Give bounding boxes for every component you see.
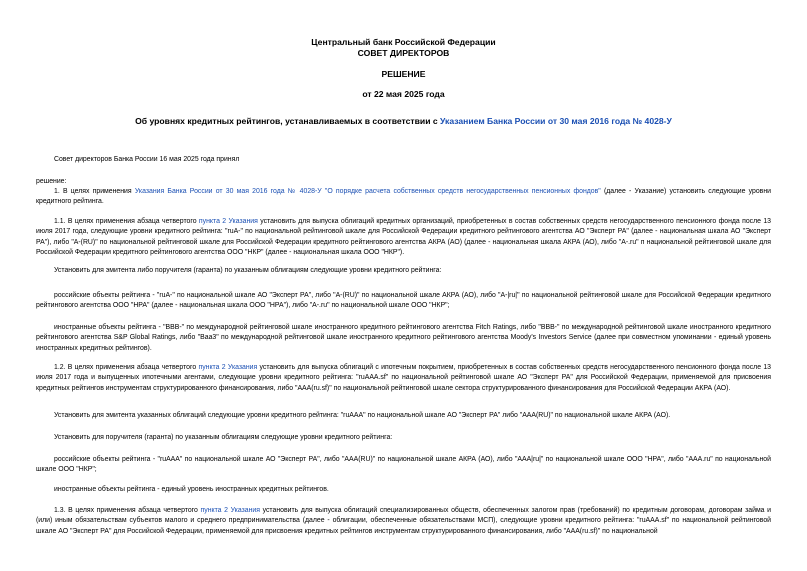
title-text: Об уровнях кредитных рейтингов, устанавливаемых в соответствии с [135, 116, 441, 126]
paragraph-foreign-1: иностранные объекты рейтинга - "BBB-" по международной рейтинговой шкале иностранного кредитного рейтингового агентства Fitch Ratings, либо "BBB-" по международной рейтинговой шкале иностранного кредитного рейтингового агентства S&P Global Ratings, либо "Baa3" по международной рейтинговой шкале иностранного кредитного рейтингового агентства Moody's Investors Service (далее при совместном упоминании - единый уровень иностранных кредитных рейтингов). [36, 324, 771, 352]
document-date: от 22 мая 2025 года [362, 89, 445, 99]
paragraph-russian-1: российские объекты рейтинга - "ruA-" по национальной шкале АО "Эксперт РА", либо "A-(RU)" по национальной шкале АКРА (АО), либо "A-|ru|" по национальной рейтинговой шкале для Российской Федерации кредитного рейтингового агентства ООО "НРА" (далее - национальная шкала ООО "НРА"), либо "A-.ru" по национальной шкале ООО "НКР"; [36, 292, 771, 310]
p11-text-post: установить для выпуска облигаций кредитных организаций, приобретенных в состав собственных средств негосударственного пенсионного фонда после 13 июля 2017 года, следующие уровни кредитного рейтинга: "ruA-" по национальной рейтинговой шкале для Российской Федерации кредитного рейтингового агентства АО "Эксперт РА" (далее - национальная шкала АО "Эксперт РА"), либо "A-(RU)" по национальной рейтинговой шкале для Российской Федерации кредитного рейтингового агентства АКРА (АО) (далее - национальная шкала АКРА (АО), либо "A-.ru" п национальной рейтинговой шкале для Российской Федерации кредитного рейтингового агентства ООО "НКР" (далее - национальная шкала ООО "НКР"). [36, 218, 771, 257]
paragraph-foreign-2: иностранные объекты рейтинга - единый уровень иностранных кредитных рейтингов. [54, 486, 329, 493]
title-ukazanie-link[interactable]: Указанием Банка России от 30 мая 2016 года № 4028-У [440, 116, 672, 126]
document-type: РЕШЕНИЕ [381, 69, 426, 79]
paragraph-issuer-1: Установить для эмитента либо поручителя (гаранта) по указанным облигациям следующие уровни кредитного рейтинга: [54, 267, 442, 274]
paragraph-1 [36, 187, 771, 208]
p11-punkt-link[interactable]: пункта 2 Указания [198, 218, 258, 225]
p12-text-pre: 1.2. В целях применения абзаца четвертого [54, 364, 199, 371]
paragraph-guarantor: Установить для поручителя (гаранта) по указанным облигациям следующие уровни кредитного рейтинга: [54, 434, 393, 441]
paragraph-russian-2: российские объекты рейтинга - "ruAAA" по национальной шкале АО "Эксперт РА", либо "AAA(RU)" по национальной шкале АКРА (АО), либо "AAA|ru|" по национальной шкале ООО "НРА", либо "AAA.ru" по национальной шкале ООО "НКР"; [36, 456, 771, 474]
p1-ukazanie-link[interactable]: Указания Банка России от 30 мая 2016 года № 4028-У "О порядке расчета собственных средств негосударственных пенсионных фондов" [134, 188, 601, 195]
p1-text-post: (далее - Указание) установить следующие уровни кредитного рейтинга. [36, 188, 771, 206]
paragraph-1-1 [36, 217, 771, 259]
p1-text-pre: 1. В целях применения [54, 188, 135, 195]
p13-punkt-link[interactable]: пункта 2 Указания [200, 507, 260, 514]
p13-text-pre: 1.3. В целях применения абзаца четвертого [54, 507, 201, 514]
paragraph-1-3 [36, 506, 771, 537]
paragraph-1-2 [36, 363, 771, 394]
intro-adopted: Совет директоров Банка России 16 мая 2025 года принял [54, 156, 240, 163]
issuer-name: Центральный банк Российской Федерации [311, 37, 496, 47]
intro-resolution: решение: [36, 178, 67, 185]
p11-text-pre: 1.1. В целях применения абзаца четвертого [54, 218, 199, 225]
p13-text-post: установить для выпуска облигаций специализированных обществ, обеспеченных залогом прав (требований) по кредитным договорам, договорам займа и (или) иным обязательствам субъектов малого и среднего предпринимательства (далее - облигации, обеспеченные обязательствами МСП), следующие уровни кредитного рейтинга: "ruAAA.sf" по национальной рейтинговой шкале АО "Эксперт РА" для Российской Федерации, применяемой для присвоения кредитных рейтингов инструментам структурированного финансирования, либо "AAA(ru.sf)" по национальной [36, 507, 771, 535]
issuer-body: СОВЕТ ДИРЕКТОРОВ [357, 48, 450, 58]
p12-punkt-link[interactable]: пункта 2 Указания [198, 364, 258, 371]
paragraph-issuer-2: Установить для эмитента указанных облигаций следующие уровни кредитного рейтинга: "ruAAA" по национальной шкале АО "Эксперт РА" либо "AAA(RU)" по национальной шкале АКРА (АО). [54, 412, 671, 419]
document-title [0, 116, 807, 127]
p12-text-post: установить для выпуска облигаций с ипотечным покрытием, приобретенных в состав собственных средств негосударственного пенсионного фонда после 13 июля 2017 года и выпущенных ипотечными агентами, следующие уровни кредитного рейтинга: "ruAAA.sf" по национальной рейтинговой шкале АО "Эксперт РА" для Российской Федерации, применяемой для присвоения кредитных рейтингов инструментам структурированного финансирования, либо "AAA(ru.sf)" по национальной рейтинговой шкале сектора структурированного финансирования для Российской Федерации АКРА (АО). [36, 364, 771, 392]
